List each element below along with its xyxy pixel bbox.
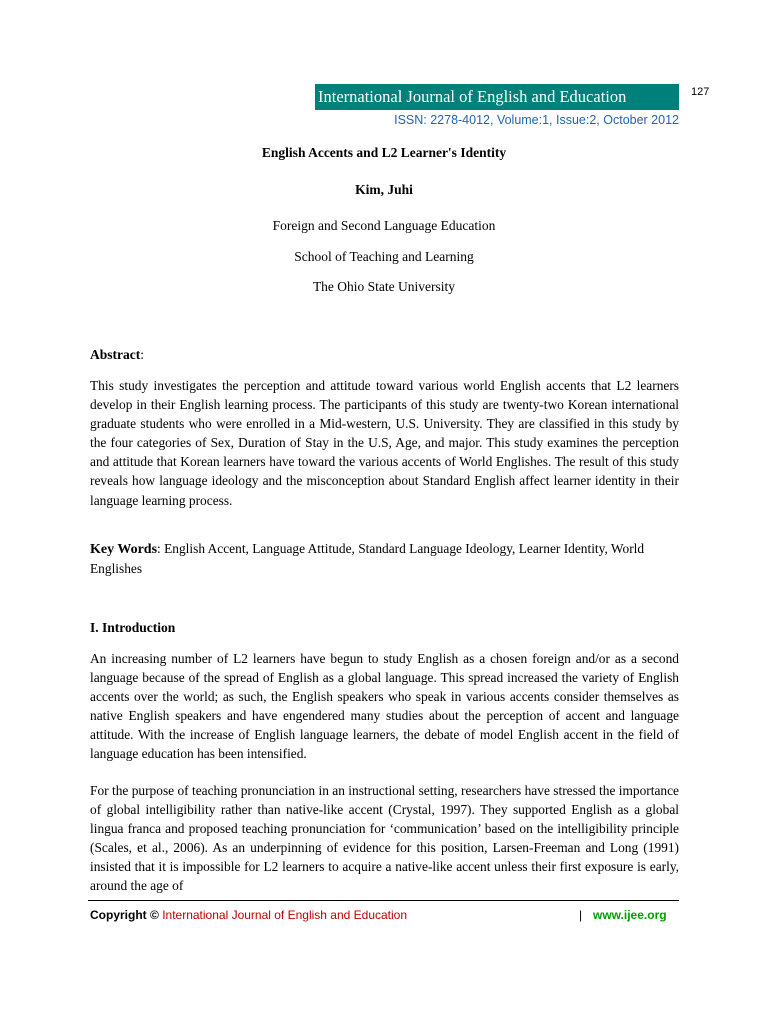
abstract-body	[90, 376, 679, 510]
abstract-text: This study investigates the perception and attitude toward various world English accents that L2 learners develop in their English learning process. The participants of this study are twenty-two Korean international graduate students who were enrolled in a Mid-western, U.S. University. They are classified in this study by the four categories of Sex, Duration of Stay in the U.S, Age, and major. This study examines the perception and attitude that Korean learners have toward the various accents of World Englishes. The result of this study reveals how language ideology and the misconception about Standard English affect learner identity in their language learning process.	[90, 378, 679, 508]
paragraph-text: An increasing number of L2 learners have begun to study English as a chosen foreign and/or as a second language because of the spread of English as a global language. This spread increased the variety of English accents over the world; as such, the English speakers who speak in various accents consider themselves as native English speakers and have engendered many studies about the perception of accent and language attitude. With the increase of English language learners, the debate of model English accent in the field of language education has been intensified.	[90, 651, 679, 762]
keywords-text: : English Accent, Language Attitude, Standard Language Ideology, Learner Identity, World Englishes	[90, 541, 645, 577]
footer-divider	[88, 900, 679, 901]
introduction-paragraph-1	[90, 649, 679, 764]
page-footer	[90, 906, 679, 924]
introduction-heading: I. Introduction	[90, 620, 176, 635]
journal-title-banner: International Journal of English and Education	[315, 84, 679, 110]
paragraph-text: For the purpose of teaching pronunciation in an instructional setting, researchers have stressed the importance of global intelligibility rather than native-like accent (Crystal, 1997). They supported English as a global lingua franca and proposed teaching pronunciation for ‘communication’ based on the intelligibility principle (Scales, et al., 2006). As an underpinning of evidence for this position, Larsen-Freeman and Long (1991) insisted that it is impossible for L2 learners to acquire a native-like accent unless their first exposure is early, around the age of	[90, 783, 679, 894]
footer-website-link[interactable]: www.ijee.org	[593, 908, 667, 922]
affiliation-department: Foreign and Second Language Education	[272, 218, 496, 233]
footer-journal-name: International Journal of English and Education	[162, 908, 408, 922]
abstract-heading	[90, 347, 144, 363]
keywords-block	[90, 539, 679, 578]
copyright-label: Copyright ©	[90, 908, 159, 922]
issn-line: ISSN: 2278-4012, Volume:1, Issue:2, October 2012	[394, 113, 679, 127]
keywords-label: Key Words	[90, 542, 158, 557]
abstract-colon: :	[140, 347, 145, 362]
footer-separator: |	[579, 908, 583, 922]
author-name: Kim, Juhi	[355, 182, 413, 197]
article-title: English Accents and L2 Learner's Identity	[261, 145, 507, 160]
affiliation-university: The Ohio State University	[312, 279, 456, 294]
abstract-label: Abstract	[90, 347, 141, 362]
introduction-paragraph-2	[90, 781, 679, 896]
affiliation-school: School of Teaching and Learning	[294, 249, 474, 264]
page-number: 127	[691, 86, 710, 98]
